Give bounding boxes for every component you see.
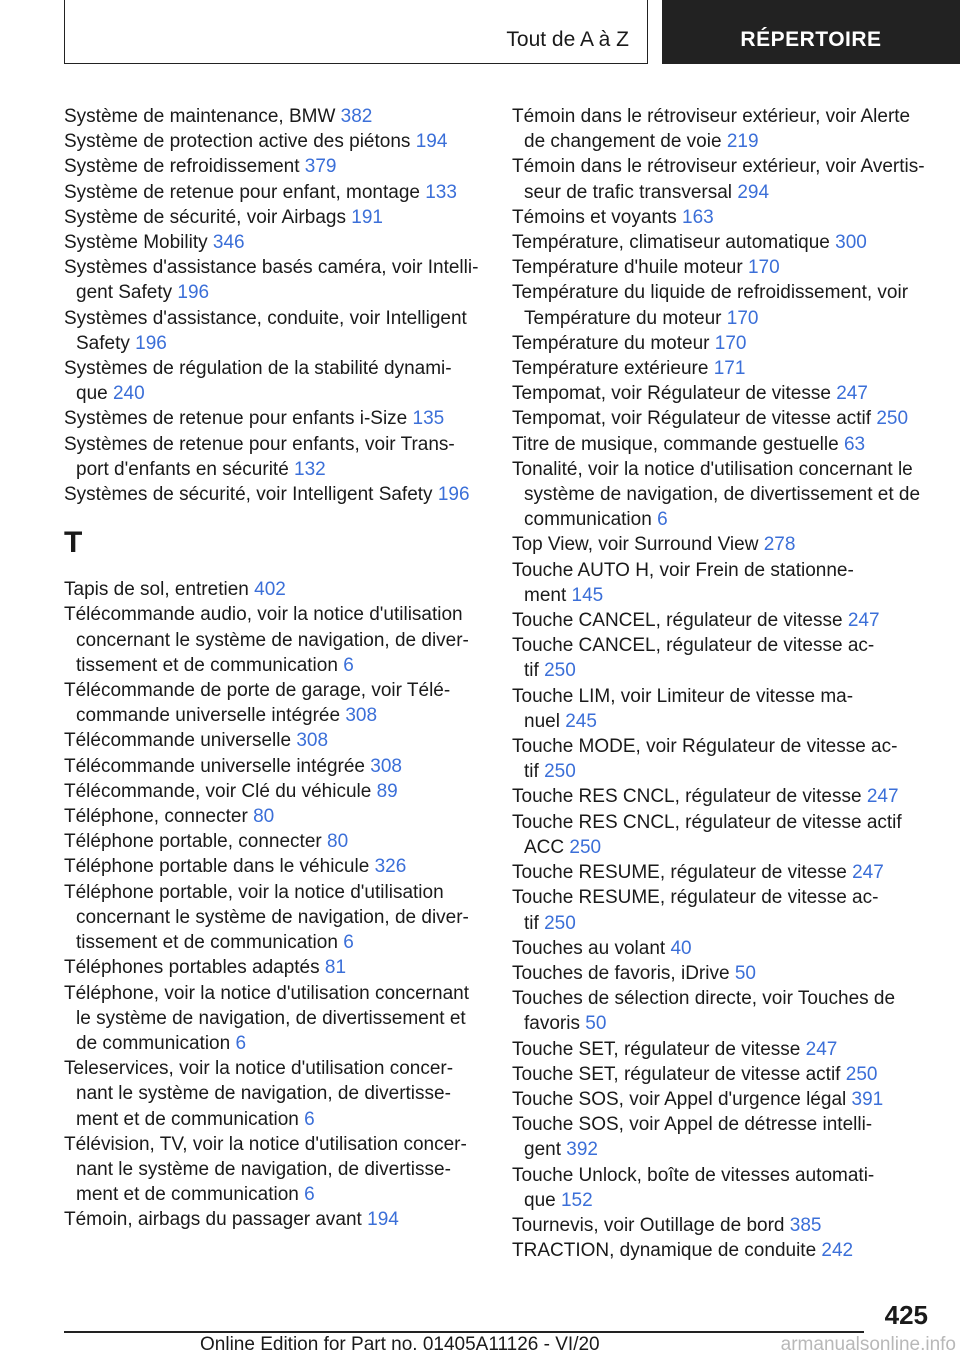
page-reference-link[interactable]: 196 — [437, 484, 470, 506]
index-column-left — [64, 104, 494, 1233]
entry-term: Témoin, airbags du passager avant — [64, 1209, 362, 1231]
index-entry — [512, 734, 942, 784]
page-reference-link[interactable]: 50 — [734, 962, 756, 984]
page-reference-link[interactable]: 219 — [726, 131, 759, 153]
footer-divider — [64, 1331, 864, 1333]
page-reference-link[interactable]: 250 — [569, 836, 602, 858]
page-reference-link[interactable]: 6 — [343, 932, 354, 954]
entry-term: Téléphone portable, connecter — [64, 831, 322, 853]
index-entry — [64, 406, 494, 431]
index-entry — [512, 784, 942, 809]
page-reference-link[interactable]: 163 — [682, 206, 714, 228]
page-reference-link[interactable]: 245 — [565, 710, 597, 732]
page-reference-link[interactable]: 392 — [566, 1139, 598, 1161]
entry-term: Télécommande, voir Clé du véhicule — [64, 780, 372, 802]
index-entry — [512, 1238, 942, 1263]
index-entry — [512, 1163, 942, 1213]
entry-term: Système de retenue pour enfant, montage — [64, 181, 420, 203]
page-reference-link[interactable]: 250 — [544, 912, 576, 934]
page-reference-link[interactable]: 402 — [254, 579, 286, 601]
page-reference-link[interactable]: 170 — [726, 307, 759, 329]
page-reference-link[interactable]: 6 — [304, 1108, 315, 1130]
index-entry — [512, 558, 942, 608]
entry-term: Télévision, TV, voir la notice d'utilisation concer‐ nant le système de navigation, de divertisse‐ ment et de communication — [64, 1133, 467, 1206]
page-reference-link[interactable]: 6 — [235, 1032, 247, 1054]
index-entry — [512, 684, 942, 734]
index-entry — [512, 860, 942, 885]
page-reference-link[interactable]: 300 — [835, 232, 867, 254]
page-reference-link[interactable]: 308 — [370, 755, 402, 777]
index-entry — [64, 230, 494, 255]
entry-term: Température extérieure — [512, 358, 709, 380]
page-reference-link[interactable]: 50 — [585, 1013, 607, 1035]
page-reference-link[interactable]: 81 — [324, 957, 347, 979]
entry-term: Téléphone portable dans le véhicule — [64, 856, 370, 878]
entry-list — [512, 104, 942, 1263]
entry-term: Température d'huile moteur — [512, 257, 743, 279]
entry-term: Témoin dans le rétroviseur extérieur, voir Avertis‐ seur de trafic transversal — [512, 156, 925, 203]
entry-term: Téléphones portables adaptés — [64, 957, 320, 979]
index-entry — [64, 1207, 494, 1232]
index-entry — [512, 1213, 942, 1238]
entry-term: Touches de favoris, iDrive — [512, 962, 730, 984]
index-letter-heading: T — [64, 526, 83, 560]
page-reference-link[interactable]: 250 — [544, 660, 576, 682]
entry-term: Touche CANCEL, régulateur de vitesse — [512, 610, 843, 632]
entry-term: Touche RES CNCL, régulateur de vitesse actif ACC — [512, 811, 902, 858]
page-reference-link[interactable]: 6 — [657, 509, 668, 531]
index-entry — [64, 255, 494, 305]
page-reference-link[interactable]: 294 — [737, 181, 770, 203]
index-entry — [64, 955, 494, 980]
entry-term: Tournevis, voir Outillage de bord — [512, 1214, 785, 1236]
entry-term: Télécommande universelle intégrée — [64, 755, 365, 777]
entry-term: Téléphone, voir la notice d'utilisation concernant le système de navigation, de divertissement et de communication — [64, 982, 469, 1054]
index-entry — [512, 986, 942, 1036]
entry-term: Top View, voir Surround View — [512, 534, 759, 556]
page-reference-link[interactable]: 196 — [135, 332, 167, 354]
watermark: armanualsonline.info — [780, 1334, 956, 1355]
index-entry — [64, 754, 494, 779]
entry-term: Touche Unlock, boîte de vitesses automati‐ que — [512, 1164, 875, 1211]
page-reference-link[interactable]: 247 — [836, 383, 868, 405]
entry-term: Touche SET, régulateur de vitesse — [512, 1038, 801, 1060]
entry-term: Système Mobility — [64, 232, 208, 254]
page-reference-link[interactable]: 135 — [412, 408, 445, 430]
page-reference-link[interactable]: 170 — [714, 332, 747, 354]
entry-term: Système de sécurité, voir Airbags — [64, 206, 346, 228]
page-reference-link[interactable]: 170 — [747, 257, 780, 279]
page-reference-link[interactable]: 80 — [253, 806, 275, 828]
entry-term: Systèmes de retenue pour enfants, voir Trans‐ port d'enfants en sécurité — [64, 433, 455, 480]
entry-term: Touche AUTO H, voir Frein de stationne‐ ment — [512, 559, 854, 606]
entry-term: Système de protection active des piétons — [64, 131, 411, 153]
page-reference-link[interactable]: 145 — [571, 584, 604, 606]
index-entry — [512, 230, 942, 255]
index-entry — [512, 633, 942, 683]
page-reference-link[interactable]: 391 — [851, 1088, 884, 1110]
entry-term: Télécommande universelle — [64, 730, 292, 752]
index-entry — [64, 104, 494, 129]
entry-term: Systèmes d'assistance, conduite, voir Intelligent Safety — [64, 307, 467, 354]
index-entry — [512, 1087, 942, 1112]
index-entry — [512, 154, 942, 204]
page-reference-link[interactable]: 250 — [876, 408, 909, 430]
entry-term: Systèmes d'assistance basés caméra, voir Intelli‐ gent Safety — [64, 257, 479, 304]
section-title: Tout de A à Z — [506, 28, 629, 51]
header-section-box — [64, 0, 648, 64]
entry-term: Touche MODE, voir Régulateur de vitesse ac‐ tif — [512, 736, 898, 783]
entry-term: Système de maintenance, BMW — [64, 106, 336, 127]
entry-term: Témoins et voyants — [512, 206, 677, 228]
entry-term: TRACTION, dynamique de conduite — [512, 1240, 817, 1262]
index-entry — [64, 356, 494, 406]
index-entry — [512, 406, 942, 431]
page-number: 425 — [884, 1300, 928, 1330]
page-reference-link[interactable]: 247 — [866, 786, 899, 808]
entry-list — [64, 104, 494, 507]
entry-term: Touches de sélection directe, voir Touches de favoris — [512, 988, 896, 1035]
entry-term: Touche SET, régulateur de vitesse actif — [512, 1063, 841, 1085]
index-entry — [512, 205, 942, 230]
index-entry — [512, 331, 942, 356]
page-reference-link[interactable]: 171 — [713, 358, 746, 380]
page-reference-link[interactable]: 240 — [112, 383, 145, 405]
entry-term: Systèmes de sécurité, voir Intelligent Safety — [64, 484, 433, 506]
page-reference-link[interactable]: 6 — [304, 1184, 315, 1206]
index-entry — [512, 1112, 942, 1162]
index-entry — [512, 1062, 942, 1087]
index-entry — [64, 154, 494, 179]
entry-term: Température du liquide de refroidissement, voir Température du moteur — [512, 282, 909, 329]
page-reference-link[interactable]: 80 — [327, 831, 349, 853]
index-entry — [512, 608, 942, 633]
page-reference-link[interactable]: 242 — [821, 1240, 854, 1262]
entry-term: Témoin dans le rétroviseur extérieur, voir Alerte de changement de voie — [512, 106, 911, 153]
entry-term: Tempomat, voir Régulateur de vitesse — [512, 383, 831, 405]
page-reference-link[interactable]: 385 — [789, 1214, 822, 1236]
index-entry — [64, 880, 494, 956]
entry-term: Tonalité, voir la notice d'utilisation concernant le système de navigation, de divertissement et de communication — [512, 458, 921, 531]
index-entry — [512, 961, 942, 986]
page-reference-link[interactable]: 196 — [177, 282, 210, 304]
index-entry — [64, 482, 494, 507]
page-reference-link[interactable]: 194 — [415, 131, 448, 153]
page-reference-link[interactable]: 247 — [805, 1038, 838, 1060]
index-entry — [64, 829, 494, 854]
entry-term: Touche SOS, voir Appel de détresse intelli‐ gent — [512, 1114, 873, 1161]
index-entry — [64, 1132, 494, 1208]
entry-term: Touche LIM, voir Limiteur de vitesse ma‐ nuel — [512, 685, 854, 732]
index-entry — [64, 577, 494, 602]
index-entry — [64, 602, 494, 678]
index-entry — [64, 804, 494, 829]
entry-term: Télécommande de porte de garage, voir Télé‐ commande universelle intégrée — [64, 680, 451, 727]
index-entry — [64, 1056, 494, 1132]
index-column-right — [512, 104, 942, 1263]
entry-term: Touche RESUME, régulateur de vitesse ac‐ tif — [512, 887, 879, 934]
tab-repertoire[interactable] — [662, 0, 960, 64]
page-reference-link[interactable]: 6 — [343, 654, 354, 676]
index-entry — [512, 104, 942, 154]
entry-term: Tapis de sol, entretien — [64, 579, 249, 601]
entry-term: Système de refroidissement — [64, 156, 300, 178]
page-reference-link[interactable]: 132 — [294, 458, 326, 480]
page-reference-link[interactable]: 247 — [847, 610, 880, 632]
index-entry — [512, 532, 942, 557]
index-entry — [64, 180, 494, 205]
entry-term: Téléphone portable, voir la notice d'utilisation concernant le système de navigation, de diver‐ tissement et de communication — [64, 881, 469, 954]
entry-term: Touche SOS, voir Appel d'urgence légal — [512, 1088, 847, 1110]
entry-term: Titre de musique, commande gestuelle — [512, 433, 839, 455]
page-reference-link[interactable]: 308 — [296, 730, 329, 752]
page-reference-link[interactable]: 382 — [340, 106, 373, 127]
index-entry — [64, 306, 494, 356]
page-reference-link[interactable]: 89 — [376, 780, 398, 802]
page-reference-link[interactable]: 326 — [374, 856, 407, 878]
page-reference-link[interactable]: 346 — [212, 232, 245, 254]
entry-term: Tempomat, voir Régulateur de vitesse actif — [512, 408, 872, 430]
index-entry — [512, 255, 942, 280]
index-entry — [512, 1037, 942, 1062]
entry-term: Température du moteur — [512, 332, 710, 354]
entry-term: Touches au volant — [512, 937, 666, 959]
entry-term: Téléphone, connecter — [64, 806, 248, 828]
index-entry — [64, 981, 494, 1057]
entry-term: Teleservices, voir la notice d'utilisation concer‐ nant le système de navigation, de divertisse‐ ment et de communication — [64, 1058, 454, 1130]
index-entry — [512, 280, 942, 330]
page-reference-link[interactable]: 379 — [304, 156, 337, 178]
index-entry — [64, 432, 494, 482]
page-reference-link[interactable]: 63 — [843, 433, 866, 455]
entry-term: Systèmes de régulation de la stabilité dynami‐ que — [64, 358, 452, 405]
page-reference-link[interactable]: 308 — [345, 705, 378, 727]
index-entry — [64, 854, 494, 879]
entry-list — [64, 577, 494, 1232]
page-reference-link[interactable]: 191 — [351, 206, 383, 228]
entry-term: Température, climatiseur automatique — [512, 232, 830, 254]
entry-term: Télécommande audio, voir la notice d'utilisation concernant le système de navigation, de diver‐ tissement et de communication — [64, 604, 469, 676]
entry-term: Touche RES CNCL, régulateur de vitesse — [512, 786, 862, 808]
index-entry — [512, 810, 942, 860]
index-entry — [64, 728, 494, 753]
index-entry — [512, 885, 942, 935]
page-reference-link[interactable]: 250 — [845, 1063, 878, 1085]
page-reference-link[interactable]: 278 — [763, 534, 796, 556]
index-entry — [512, 356, 942, 381]
index-entry — [64, 678, 494, 728]
entry-term: Touche CANCEL, régulateur de vitesse ac‐ tif — [512, 635, 875, 682]
page-reference-link[interactable]: 194 — [367, 1209, 399, 1231]
index-entry — [512, 936, 942, 961]
entry-term: Systèmes de retenue pour enfants i-Size — [64, 408, 408, 430]
page-reference-link[interactable]: 40 — [670, 937, 692, 959]
entry-term: Touche RESUME, régulateur de vitesse — [512, 862, 847, 884]
page-reference-link[interactable]: 133 — [425, 181, 457, 203]
page-reference-link[interactable]: 250 — [544, 761, 576, 783]
index-entry — [512, 457, 942, 533]
index-entry — [64, 129, 494, 154]
index-entry — [64, 205, 494, 230]
page-reference-link[interactable]: 152 — [560, 1189, 593, 1211]
index-entry — [64, 779, 494, 804]
index-entry — [512, 381, 942, 406]
page-reference-link[interactable]: 247 — [852, 862, 884, 884]
index-entry — [512, 432, 942, 457]
footer-edition: Online Edition for Part no. 01405A11126 - VI/20 — [200, 1334, 600, 1355]
tab-label: RÉPERTOIRE — [740, 28, 882, 51]
